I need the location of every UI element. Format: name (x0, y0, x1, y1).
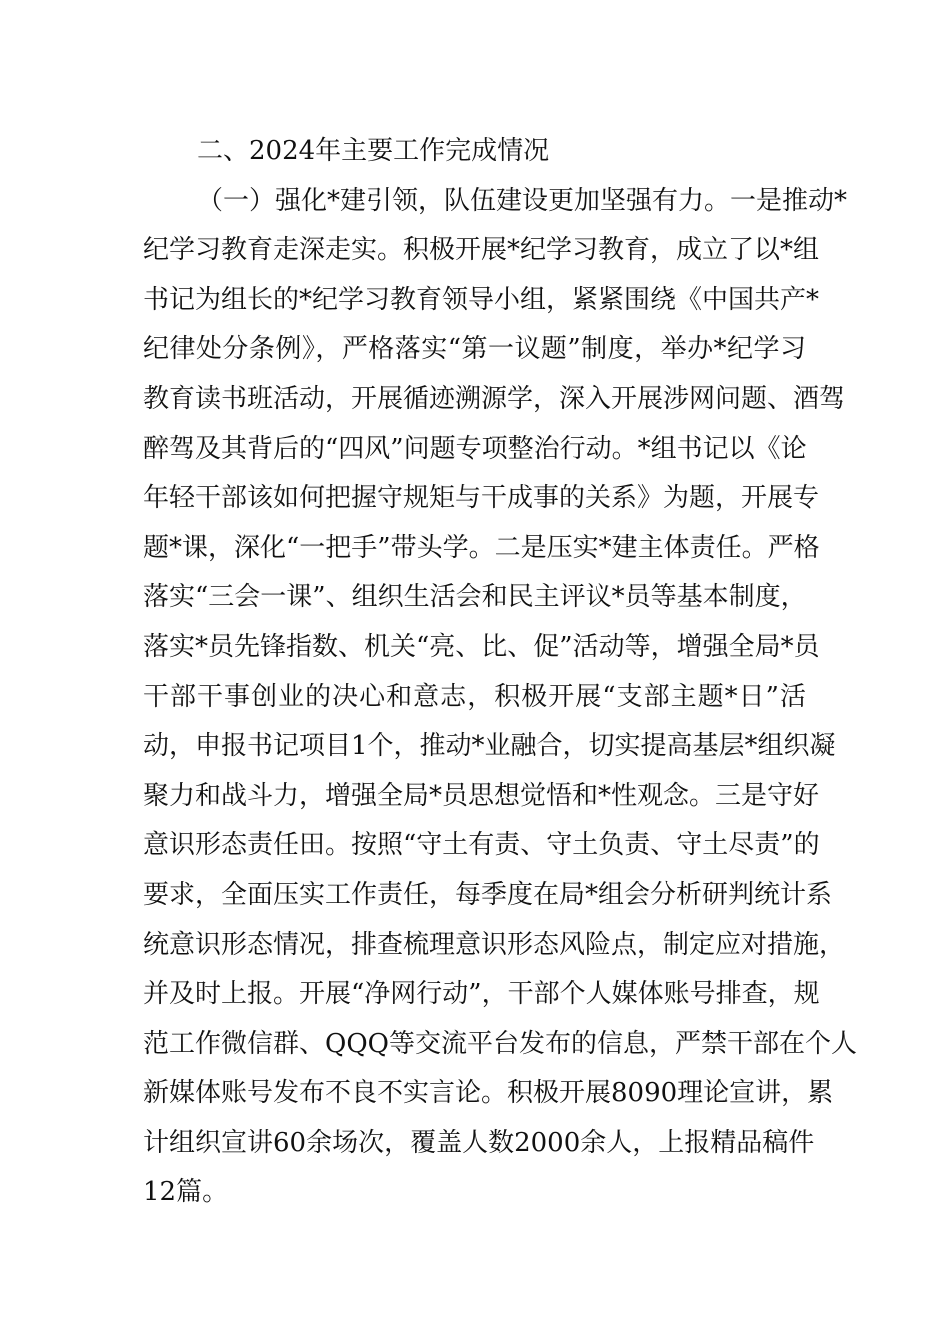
paragraph-line: 计组织宣讲60余场次，覆盖人数2000余人，上报精品稿件 (143, 1127, 815, 1158)
paragraph-line: 12篇。 (143, 1177, 229, 1208)
paragraph-line: 要求，全面压实工作责任，每季度在局*组会分析研判统计系 (143, 879, 833, 910)
paragraph-line: 书记为组长的*纪学习教育领导小组，紧紧围绕《中国共产* (143, 284, 820, 315)
paragraph-line: 纪律处分条例》，严格落实“第一议题”制度，举办*纪学习 (143, 334, 806, 365)
paragraph-line: 落实“三会一课”、组织生活会和民主评议*员等基本制度， (143, 582, 807, 613)
paragraph-line: 落实*员先锋指数、机关“亮、比、促”活动等，增强全局*员 (143, 631, 820, 662)
paragraph-line: 干部干事创业的决心和意志，积极开展“支部主题*日”活 (143, 681, 806, 712)
document-page (143, 127, 857, 1218)
paragraph-line: 动，申报书记项目1个，推动*业融合，切实提高基层*组织凝 (143, 731, 836, 762)
paragraph-line: 题*课，深化“一把手”带头学。二是压实*建主体责任。严格 (143, 532, 820, 563)
section-heading: 二、2024年主要工作完成情况 (197, 136, 550, 166)
paragraph-line: 范工作微信群、QQQ等交流平台发布的信息，严禁干部在个人 (143, 1028, 857, 1059)
paragraph-line: 新媒体账号发布不良不实言论。积极开展8090理论宣讲，累 (143, 1078, 834, 1109)
paragraph-line: 醉驾及其背后的“四风”问题专项整治行动。*组书记以《论 (143, 433, 807, 464)
paragraph-line: 教育读书班活动，开展循迹溯源学，深入开展涉网问题、酒驾 (143, 383, 846, 414)
paragraph-line: 并及时上报。开展“净网行动”，干部个人媒体账号排查，规 (143, 979, 820, 1010)
paragraph-line: 纪学习教育走深走实。积极开展*纪学习教育，成立了以*组 (143, 235, 820, 266)
paragraph (143, 177, 857, 1218)
paragraph-line: （一）强化*建引领，队伍建设更加坚强有力。一是推动* (197, 185, 848, 216)
paragraph-line: 聚力和战斗力，增强全局*员思想觉悟和*性观念。三是守好 (143, 780, 820, 811)
paragraph-line: 统意识形态情况，排查梳理意识形态风险点，制定应对措施， (143, 929, 846, 960)
paragraph-line: 意识形态责任田。按照“守土有责、守土负责、守土尽责”的 (143, 830, 820, 861)
paragraph-line: 年轻干部该如何把握守规矩与干成事的关系》为题，开展专 (143, 483, 820, 514)
